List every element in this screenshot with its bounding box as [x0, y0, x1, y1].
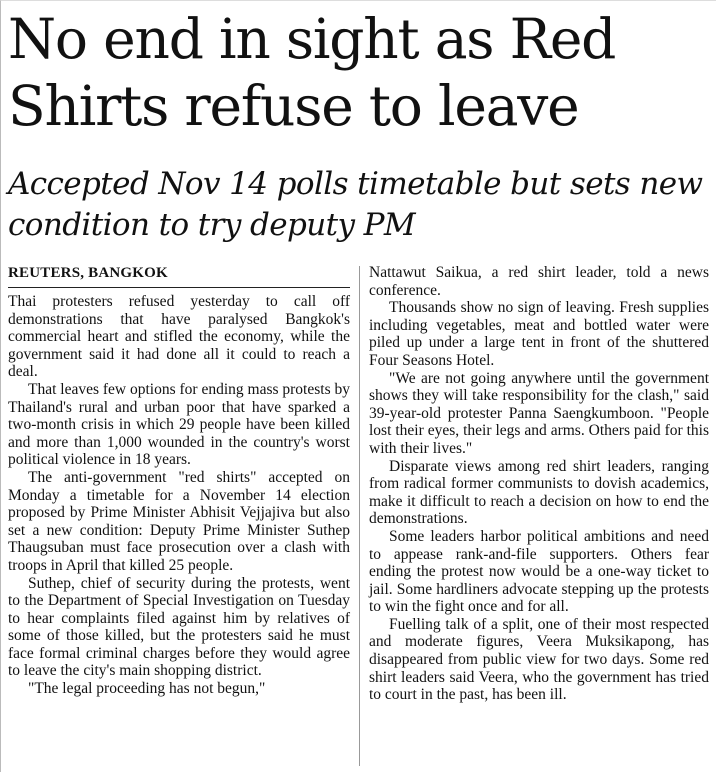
right-column: [369, 264, 709, 704]
paragraph: Suthep, chief of security during the protests, went to the Department of Special Investigation on Tuesday to hear complaints filed against him by relatives of some of those killed, but the protesters said he must face formal criminal charges before they would agree to leave the city's main shopping district.: [8, 574, 350, 680]
paragraph: Fuelling talk of a split, one of their most respected and moderate figures, Veera Muksikapong, has disappeared from public view for two days. Some red shirt leaders said Veera, who the government has tried to court in the past, has been ill.: [369, 615, 709, 704]
paragraph: Thai protesters refused yesterday to call off demonstrations that have paralysed Bangkok's commercial heart and stifled the economy, while the government said it had done all it could to reach a deal.: [8, 293, 350, 381]
paragraph: That leaves few options for ending mass protests by Thailand's rural and urban poor that have sparked a two-month crisis in which 29 people have been killed and more than 1,000 wounded in the country's worst political violence in 18 years.: [8, 380, 350, 469]
headline: No end in sight as Red Shirts refuse to leave: [8, 7, 616, 138]
paragraph: Thousands show no sign of leaving. Fresh supplies including vegetables, meat and bottled water were piled up under a large tent in front of the shuttered Four Seasons Hotel.: [369, 299, 709, 369]
column-divider: [359, 266, 360, 766]
byline: REUTERS, BANGKOK: [8, 264, 350, 288]
paragraph: The anti-government "red shirts" accepted on Monday a timetable for a November 14 election proposed by Prime Minister Abhisit Vejjajiva but also set a new condition: Deputy Prime Minister Suthep Thaugsuban must face prosecution over a clash with troops in April that killed 25 people.: [8, 468, 350, 574]
subheadline: Accepted Nov 14 polls timetable but sets new condition to try deputy PM: [8, 166, 703, 243]
left-column: [8, 264, 350, 698]
paragraph: Some leaders harbor political ambitions and need to appease rank-and-file supporters. Others fear ending the protest now would be a one-way ticket to jail. Some hardliners advocate stepping up the protests to win the fight once and for all.: [369, 527, 709, 616]
paragraph: Nattawut Saikua, a red shirt leader, told a news conference.: [369, 264, 709, 299]
paragraph: "We are not going anywhere until the government shows they will take responsibility for the clash," said 39-year-old protester Panna Saengkumboon. "People lost their eyes, their legs and arms. Others paid for this with their lives.": [369, 369, 709, 457]
paragraph: "The legal proceeding has not begun,": [28, 680, 266, 698]
paragraph: Disparate views among red shirt leaders, ranging from radical former communists to dovish academics, make it difficult to reach a decision on how to end the demonstrations.: [369, 457, 709, 528]
